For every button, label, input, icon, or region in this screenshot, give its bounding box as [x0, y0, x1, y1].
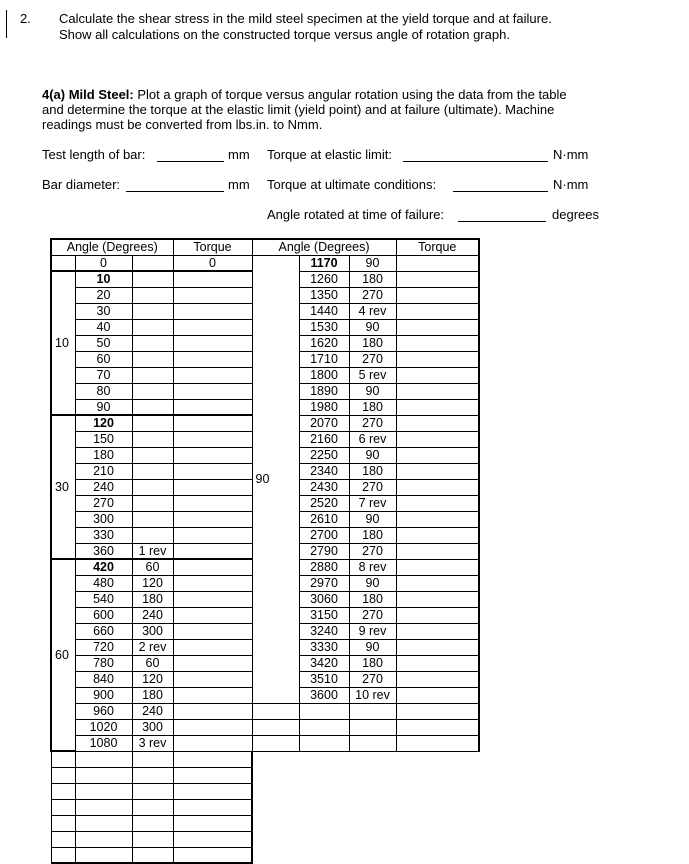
table-row [51, 703, 479, 719]
rev-value: 270 [349, 479, 396, 495]
angle-value: 720 [75, 639, 132, 655]
angle-value: 540 [75, 591, 132, 607]
angle-value: 360 [75, 543, 132, 559]
rev-cell [132, 255, 173, 271]
rev-value: 90 [349, 575, 396, 591]
rev-value: 180 [349, 271, 396, 287]
torque-cell[interactable] [396, 639, 479, 655]
table-row [51, 831, 479, 847]
angle-value: 3240 [299, 623, 349, 639]
angle-cell [75, 751, 132, 767]
rev-value: 270 [349, 607, 396, 623]
rev-value: 2 rev [132, 639, 173, 655]
angle-value: 1980 [299, 399, 349, 415]
angle-failure-blank[interactable] [458, 221, 546, 222]
increment-cell [51, 751, 75, 767]
rev-cell [349, 735, 396, 751]
torque-cell[interactable] [173, 815, 252, 831]
angle-value: 60 [75, 351, 132, 367]
header-angle-right: Angle (Degrees) [252, 239, 396, 255]
angle-failure-unit: degrees [552, 207, 599, 222]
angle-value: 70 [75, 367, 132, 383]
torque-cell[interactable] [173, 607, 252, 623]
torque-cell[interactable] [396, 655, 479, 671]
rev-value: 1 rev [132, 543, 173, 559]
torque-cell[interactable] [173, 511, 252, 527]
rev-value [132, 479, 173, 495]
rev-value [132, 319, 173, 335]
angle-cell [75, 767, 132, 783]
torque-cell[interactable] [396, 383, 479, 399]
angle-value: 2250 [299, 447, 349, 463]
rev-cell [132, 815, 173, 831]
angle-value: 90 [75, 399, 132, 415]
torque-cell[interactable] [173, 799, 252, 815]
rev-cell [132, 767, 173, 783]
rev-value: 180 [132, 591, 173, 607]
angle-value: 180 [75, 447, 132, 463]
angle-value: 120 [75, 415, 132, 431]
angle-failure-label: Angle rotated at time of failure: [267, 207, 445, 222]
torque-cell[interactable] [173, 783, 252, 799]
torque-cell[interactable] [396, 415, 479, 431]
angle-value: 780 [75, 655, 132, 671]
rev-cell [132, 847, 173, 863]
increment-cell [51, 255, 75, 271]
test-length-unit: mm [228, 147, 250, 162]
rev-value [132, 511, 173, 527]
elastic-limit-unit: N·mm [553, 147, 589, 162]
torque-cell[interactable] [173, 735, 252, 751]
angle-value: 2790 [299, 543, 349, 559]
rev-value: 120 [132, 575, 173, 591]
rev-value: 90 [349, 511, 396, 527]
torque-cell[interactable] [173, 623, 252, 639]
angle-value: 960 [75, 703, 132, 719]
table-row [51, 719, 479, 735]
elastic-limit-blank[interactable] [403, 161, 548, 162]
rev-value: 4 rev [349, 303, 396, 319]
test-length-blank[interactable] [157, 161, 224, 162]
rev-value: 300 [132, 719, 173, 735]
torque-cell[interactable] [396, 431, 479, 447]
angle-cell [299, 703, 349, 719]
angle-value: 2430 [299, 479, 349, 495]
rev-value: 60 [132, 559, 173, 575]
rev-value: 180 [132, 687, 173, 703]
torque-cell[interactable] [396, 607, 479, 623]
rev-value: 180 [349, 655, 396, 671]
table-row [51, 783, 479, 799]
angle-value: 1440 [299, 303, 349, 319]
bar-diameter-label: Bar diameter: [42, 177, 121, 192]
torque-cell[interactable] [396, 319, 479, 335]
torque-cell[interactable] [173, 367, 252, 383]
increment-cell [252, 735, 299, 751]
rev-value: 60 [132, 655, 173, 671]
rev-value [132, 351, 173, 367]
rev-value: 10 rev [349, 687, 396, 703]
rev-value: 90 [349, 447, 396, 463]
rev-value: 6 rev [349, 431, 396, 447]
angle-value: 600 [75, 607, 132, 623]
rev-value [132, 271, 173, 287]
rev-value: 180 [349, 527, 396, 543]
increment-label: 30 [51, 415, 75, 559]
torque-cell[interactable] [396, 719, 479, 735]
increment-cell [51, 799, 75, 815]
rev-value: 5 rev [349, 367, 396, 383]
angle-value: 1350 [299, 287, 349, 303]
increment-label: 10 [51, 271, 75, 415]
rev-value: 7 rev [349, 495, 396, 511]
angle-value: 50 [75, 335, 132, 351]
angle-value: 2700 [299, 527, 349, 543]
angle-value: 3420 [299, 655, 349, 671]
torque-cell[interactable] [396, 479, 479, 495]
angle-value: 2340 [299, 463, 349, 479]
section-line-3: readings must be converted from lbs.in. to Nmm. [42, 117, 323, 132]
torque-cell[interactable] [396, 399, 479, 415]
rev-cell [132, 799, 173, 815]
rev-value: 240 [132, 703, 173, 719]
rev-value: 90 [349, 255, 396, 271]
increment-label: 90 [252, 255, 299, 703]
angle-value: 3330 [299, 639, 349, 655]
angle-cell [75, 815, 132, 831]
torque-cell[interactable] [173, 767, 252, 783]
torque-cell[interactable] [173, 287, 252, 303]
angle-value: 1170 [299, 255, 349, 271]
torque-cell[interactable] [396, 703, 479, 719]
torque-cell[interactable] [173, 447, 252, 463]
torque-cell[interactable] [173, 415, 252, 431]
angle-value: 1800 [299, 367, 349, 383]
angle-cell [75, 799, 132, 815]
angle-value: 270 [75, 495, 132, 511]
torque-cell[interactable] [173, 399, 252, 415]
increment-cell [51, 815, 75, 831]
increment-cell [252, 719, 299, 735]
angle-cell [299, 719, 349, 735]
torque-cell[interactable] [396, 543, 479, 559]
torque-cell[interactable] [396, 447, 479, 463]
header-angle-left: Angle (Degrees) [51, 239, 173, 255]
angle-value: 1710 [299, 351, 349, 367]
angle-value: 150 [75, 431, 132, 447]
margin-bar [6, 10, 7, 38]
table-row [51, 255, 479, 271]
torque-cell[interactable] [396, 559, 479, 575]
torque-cell[interactable] [173, 527, 252, 543]
angle-cell [75, 783, 132, 799]
rev-value: 180 [349, 399, 396, 415]
angle-value: 10 [75, 271, 132, 287]
angle-value: 1020 [75, 719, 132, 735]
table-row [51, 239, 479, 255]
rev-value: 270 [349, 287, 396, 303]
torque-cell[interactable] [173, 719, 252, 735]
torque-cell[interactable] [173, 687, 252, 703]
angle-cell [75, 847, 132, 863]
torque-cell[interactable]: 0 [173, 255, 252, 271]
angle-value: 3510 [299, 671, 349, 687]
angle-value: 2070 [299, 415, 349, 431]
angle-value: 2880 [299, 559, 349, 575]
angle-value: 0 [75, 255, 132, 271]
bar-diameter-blank[interactable] [126, 191, 224, 192]
angle-value: 30 [75, 303, 132, 319]
header-torque-right: Torque [396, 239, 479, 255]
table-row [51, 767, 479, 783]
rev-value: 180 [349, 591, 396, 607]
angle-value: 900 [75, 687, 132, 703]
rev-cell [132, 831, 173, 847]
angle-value: 1260 [299, 271, 349, 287]
increment-cell [51, 783, 75, 799]
ultimate-blank[interactable] [453, 191, 548, 192]
torque-cell[interactable] [396, 367, 479, 383]
section-intro [42, 87, 567, 103]
header-torque-left: Torque [173, 239, 252, 255]
angle-value: 1620 [299, 335, 349, 351]
angle-value: 3150 [299, 607, 349, 623]
section-line-1: Plot a graph of torque versus angular rotation using the data from the table [133, 87, 567, 102]
rev-value: 3 rev [132, 735, 173, 751]
torque-cell[interactable] [173, 383, 252, 399]
torque-cell[interactable] [173, 847, 252, 863]
torque-cell[interactable] [173, 575, 252, 591]
torque-angle-table [50, 238, 480, 864]
angle-value: 300 [75, 511, 132, 527]
rev-value [132, 495, 173, 511]
increment-label: 60 [51, 559, 75, 751]
angle-value: 80 [75, 383, 132, 399]
angle-value: 1530 [299, 319, 349, 335]
torque-cell[interactable] [173, 591, 252, 607]
question-line-1: Calculate the shear stress in the mild steel specimen at the yield torque and at failure. [59, 11, 552, 26]
rev-value [132, 287, 173, 303]
question-line-2: Show all calculations on the constructed torque versus angle of rotation graph. [59, 27, 510, 42]
angle-value: 3600 [299, 687, 349, 703]
torque-cell[interactable] [173, 751, 252, 767]
torque-cell[interactable] [173, 335, 252, 351]
torque-cell[interactable] [173, 655, 252, 671]
torque-cell[interactable] [173, 671, 252, 687]
torque-cell[interactable] [396, 623, 479, 639]
rev-value: 240 [132, 607, 173, 623]
angle-value: 840 [75, 671, 132, 687]
torque-cell[interactable] [173, 271, 252, 287]
angle-value: 20 [75, 287, 132, 303]
angle-value: 420 [75, 559, 132, 575]
table-row [51, 751, 479, 767]
angle-value: 330 [75, 527, 132, 543]
rev-value: 300 [132, 623, 173, 639]
torque-cell[interactable] [173, 463, 252, 479]
rev-cell [132, 783, 173, 799]
rev-value [132, 303, 173, 319]
rev-value: 90 [349, 319, 396, 335]
angle-value: 3060 [299, 591, 349, 607]
torque-cell[interactable] [396, 351, 479, 367]
torque-cell[interactable] [396, 255, 479, 271]
angle-cell [75, 831, 132, 847]
elastic-limit-label: Torque at elastic limit: [267, 147, 392, 162]
table-row [51, 799, 479, 815]
angle-value: 40 [75, 319, 132, 335]
torque-cell[interactable] [396, 735, 479, 751]
rev-value: 270 [349, 415, 396, 431]
rev-value [132, 335, 173, 351]
torque-cell[interactable] [396, 511, 479, 527]
ultimate-unit: N·mm [553, 177, 589, 192]
rev-value [132, 399, 173, 415]
torque-cell[interactable] [173, 303, 252, 319]
bar-diameter-unit: mm [228, 177, 250, 192]
rev-cell [132, 751, 173, 767]
rev-value: 180 [349, 335, 396, 351]
rev-value [132, 431, 173, 447]
torque-cell[interactable] [396, 687, 479, 703]
torque-cell[interactable] [173, 319, 252, 335]
rev-cell [349, 719, 396, 735]
torque-cell[interactable] [396, 303, 479, 319]
angle-value: 660 [75, 623, 132, 639]
increment-cell [51, 767, 75, 783]
increment-cell [252, 703, 299, 719]
torque-cell[interactable] [396, 671, 479, 687]
rev-value [132, 527, 173, 543]
torque-cell[interactable] [396, 335, 479, 351]
rev-value: 270 [349, 671, 396, 687]
ultimate-label: Torque at ultimate conditions: [267, 177, 437, 192]
test-length-label: Test length of bar: [42, 147, 146, 162]
rev-value: 120 [132, 671, 173, 687]
rev-value: 270 [349, 543, 396, 559]
torque-cell[interactable] [396, 591, 479, 607]
angle-value: 210 [75, 463, 132, 479]
torque-cell[interactable] [396, 575, 479, 591]
rev-value [132, 463, 173, 479]
angle-value: 240 [75, 479, 132, 495]
torque-cell[interactable] [396, 463, 479, 479]
section-label: 4(a) Mild Steel: [42, 87, 134, 102]
angle-value: 2520 [299, 495, 349, 511]
rev-value: 90 [349, 639, 396, 655]
rev-cell [349, 703, 396, 719]
torque-cell[interactable] [396, 287, 479, 303]
angle-value: 480 [75, 575, 132, 591]
increment-cell [51, 847, 75, 863]
torque-cell[interactable] [173, 351, 252, 367]
torque-cell[interactable] [173, 543, 252, 559]
torque-cell[interactable] [173, 479, 252, 495]
table-row [51, 735, 479, 751]
question-number: 2. [20, 11, 31, 26]
rev-value: 180 [349, 463, 396, 479]
table-row [51, 847, 479, 863]
torque-cell[interactable] [173, 495, 252, 511]
angle-value: 2160 [299, 431, 349, 447]
rev-value: 90 [349, 383, 396, 399]
rev-value: 8 rev [349, 559, 396, 575]
angle-cell [299, 735, 349, 751]
section-line-2: and determine the torque at the elastic limit (yield point) and at failure (ultimate). Machine [42, 102, 555, 117]
increment-cell [51, 831, 75, 847]
rev-value [132, 447, 173, 463]
rev-value [132, 415, 173, 431]
rev-value: 9 rev [349, 623, 396, 639]
torque-cell[interactable] [396, 527, 479, 543]
torque-cell[interactable] [396, 271, 479, 287]
angle-value: 2970 [299, 575, 349, 591]
torque-cell[interactable] [173, 559, 252, 575]
angle-value: 1890 [299, 383, 349, 399]
rev-value [132, 367, 173, 383]
angle-value: 2610 [299, 511, 349, 527]
torque-cell[interactable] [396, 495, 479, 511]
torque-cell[interactable] [173, 639, 252, 655]
torque-cell[interactable] [173, 431, 252, 447]
rev-value: 270 [349, 351, 396, 367]
angle-value: 1080 [75, 735, 132, 751]
torque-cell[interactable] [173, 703, 252, 719]
torque-cell[interactable] [173, 831, 252, 847]
table-row [51, 815, 479, 831]
rev-value [132, 383, 173, 399]
